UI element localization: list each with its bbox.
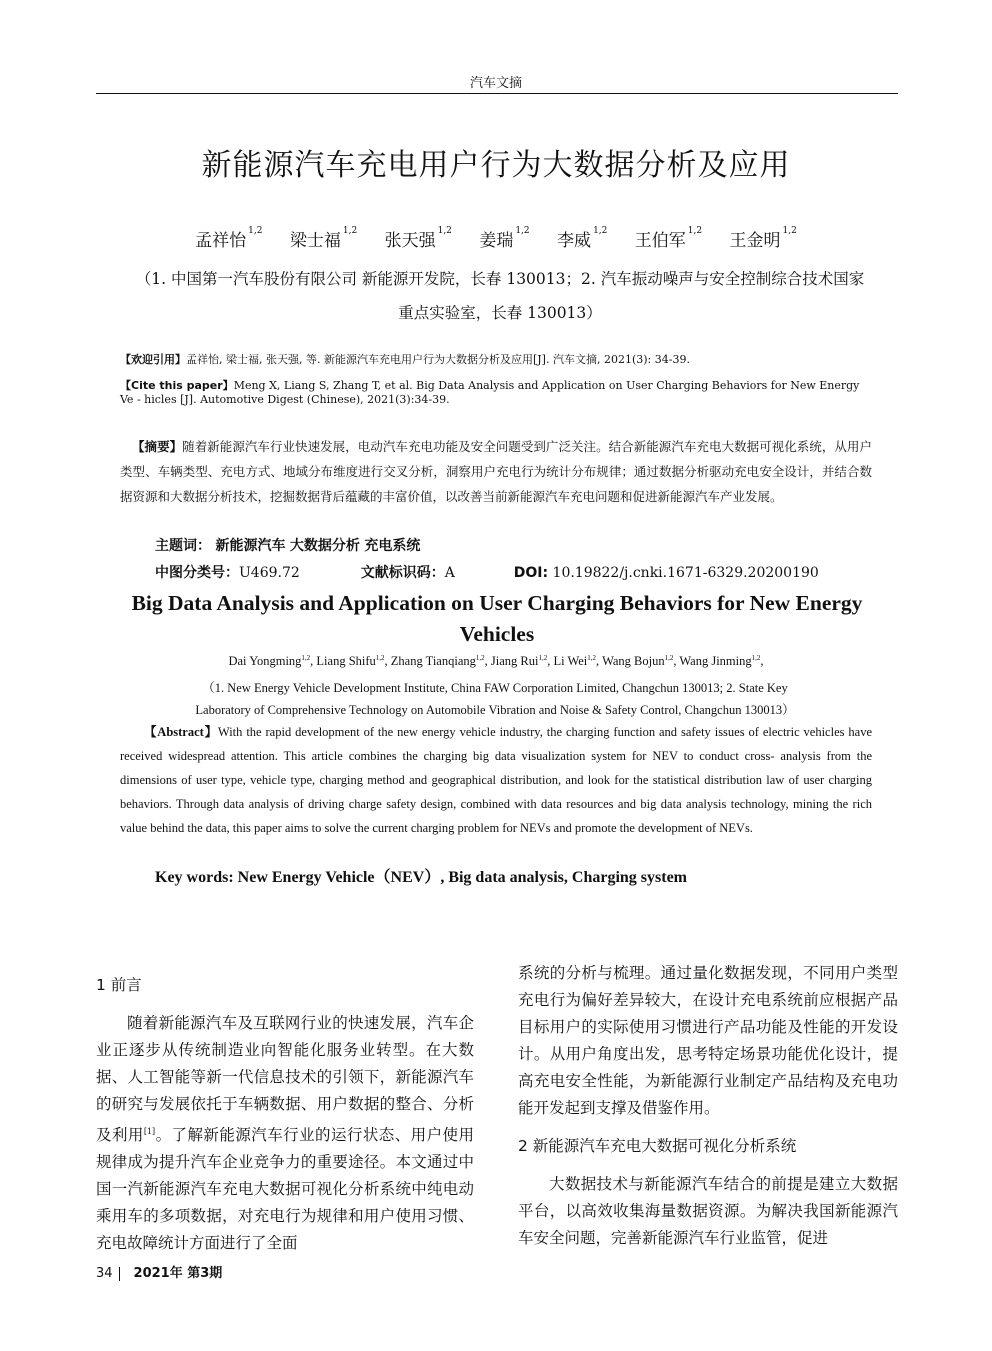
author-cn: 姜瑞 $^{1,2}$ (479, 226, 530, 251)
keyword: 充电系统 (364, 538, 421, 554)
authors-en: Dai Yongming$^{1,2}$, Liang Shifu$^{1,2}$, Zhang Tianqiang$^{1,2}$, Jiang Rui$^{1,2}$, Li Wei$^{1,2}$, Wang Bojun$^{1,2}$, Wang Jinming$^{1,2}$, (228, 654, 764, 668)
abstract-cn-text: 随着新能源汽车行业快速发展，电动汽车充电功能及安全问题受到广泛关注。结合新能源汽车充电大数据可视化系统，从用户类型、车辆类型、充电方式、地域分布维度进行交叉分析，洞察用户充电行为统计分布规律；通过数据分析驱动充电安全设计，并结合数据资源和大数据分析技术，挖掘数据背后蕴藏的丰富价值，以改善当前新能源汽车充电问题和促进新能源汽车产业发展。 (120, 439, 872, 504)
clc-value: U469.72 (239, 565, 300, 581)
title-cn: 新能源汽车充电用户行为大数据分析及应用 (201, 148, 791, 183)
author-en: Wang Bojun$^{1,2}$ (602, 654, 674, 668)
affiliation-en-line1: （1. New Energy Vehicle Development Institute, China FAW Corporation Limited, Changchun 130013; 2. State Key (202, 681, 788, 695)
doc-code-value: A (444, 565, 455, 581)
author-cn: 孟祥怡 $^{1,2}$ (195, 226, 263, 251)
abstract-cn (120, 434, 872, 509)
affiliation-en (110, 677, 880, 721)
citation-cn-label: 【欢迎引用】 (120, 353, 186, 366)
author-en: Dai Yongming$^{1,2}$ (228, 654, 311, 668)
abstract-en (120, 720, 872, 840)
affiliation-cn-line1: （1. 中国第一汽车股份有限公司 新能源开发院，长春 130013；2. 汽车振动噪声与安全控制综合技术国家 (135, 270, 865, 288)
author-en: Zhang Tianqiang$^{1,2}$ (390, 654, 485, 668)
author-cn: 梁士福 $^{1,2}$ (289, 226, 358, 251)
title-en: Big Data Analysis and Application on User Charging Behaviors for New Energy Vehicles (131, 591, 863, 646)
author-en: Jiang Rui$^{1,2}$ (490, 654, 548, 668)
keywords-cn (155, 535, 420, 555)
citation-en (120, 379, 875, 407)
body-column-right (518, 960, 898, 1252)
doc-code-label: 文献标识码： (360, 565, 445, 581)
reference-mark: [1] (143, 1127, 156, 1136)
author-cn: 王伯军 $^{1,2}$ (634, 226, 703, 251)
affiliation-cn-line2: 重点实验室，长春 130013） (398, 304, 602, 322)
citation-en-text: Meng X, Liang S, Zhang T, et al. Big Data Analysis and Application on User Charging Behaviors for New Energy Ve - hicles [J]. Automotive Digest (Chinese), 2021(3):34-39. (120, 379, 860, 406)
author-cn: 张天强 $^{1,2}$ (384, 226, 452, 251)
doi-label: DOI: (513, 565, 549, 581)
keywords-cn-label: 主题词： (155, 538, 211, 554)
classification-row (155, 562, 819, 582)
author-cn: 李威 $^{1,2}$ (557, 226, 608, 251)
affiliation-cn (100, 262, 900, 330)
section-heading: 2 新能源汽车充电大数据可视化分析系统 (518, 1137, 797, 1155)
author-en: Li Wei$^{1,2}$ (553, 654, 597, 668)
body-column-left (96, 972, 474, 1257)
clc-label: 中图分类号： (155, 565, 239, 581)
abstract-en-text: With the rapid development of the new energy vehicle industry, the charging function and safety issues of electric vehicles have received widespread attention. This article combines the charging big data visualization system for NEV to conduct cross- analysis from the dimensions of user type, vehicle type, charging method and geographical distribution, and look for the statistical distribution law of user charging behaviors. Through data analysis of driving charge safety design, combined with data resources and big data analysis technology, mining the rich value behind the data, this paper aims to solve the current charging problem for NEVs and promote the development of NEVs. (120, 725, 873, 835)
keywords-en: Key words: New Energy Vehicle（NEV）, Big data analysis, Charging system (155, 869, 688, 886)
citation-cn-text: 孟祥怡, 梁士福, 张天强, 等. 新能源汽车充电用户行为大数据分析及应用[J]. 汽车文摘, 2021(3): 34-39. (186, 353, 690, 366)
affiliation-en-line2: Laboratory of Comprehensive Technology on Automobile Vibration and Noise & Safety Control, Changchun 130013） (195, 703, 795, 717)
abstract-cn-label: 【摘要】 (132, 439, 183, 454)
issue-label: 2021年 第3期 (133, 1266, 223, 1281)
paragraph: 随着新能源汽车及互联网行业的快速发展，汽车企业正逐步从传统制造业向智能化服务业转型。在大数据、人工智能等新一代信息技术的引领下，新能源汽车的研究与发展依托于车辆数据、用户数据的整合、分析及利用[1]。了解新能源汽车行业的运行状态、用户使用规律成为提升汽车企业竞争力的重要途径。本文通过中国一汽新能源汽车充电大数据可视化分析系统中纯电动乘用车的多项数据，对充电行为规律和用户使用习惯、充电故障统计方面进行了全面 (96, 1014, 474, 1253)
citation-en-label: 【Cite this paper】 (120, 379, 234, 392)
paragraph: 系统的分析与梳理。通过量化数据发现，不同用户类型充电行为偏好差异较大，在设计充电系统前应根据产品目标用户的实际使用习惯进行产品功能及性能的开发设计。从用户角度出发，思考特定场景功能优化设计，提高充电安全性能，为新能源行业制定产品结构及充电功能开发起到支撑及借鉴作用。 (518, 964, 898, 1117)
paragraph: 大数据技术与新能源汽车结合的前提是建立大数据平台，以高效收集海量数据资源。为解决我国新能源汽车安全问题，完善新能源汽车行业监管，促进 (518, 1175, 898, 1247)
page-number: 34 (96, 1266, 113, 1281)
citation-cn (120, 353, 875, 367)
page-footer (96, 1262, 222, 1281)
author-cn: 王金明 $^{1,2}$ (729, 226, 797, 251)
keyword: 大数据分析 (289, 538, 360, 554)
authors-cn (0, 226, 992, 251)
author-en: Wang Jinming$^{1,2}$ (679, 654, 761, 668)
footer-divider (119, 1267, 120, 1281)
doi-value: 10.19822/j.cnki.1671-6329.20200190 (552, 565, 819, 581)
author-en: Liang Shifu$^{1,2}$ (316, 654, 385, 668)
abstract-en-label: 【Abstract】 (144, 725, 218, 739)
keyword: 新能源汽车 (215, 538, 286, 554)
header-rule (96, 93, 898, 94)
journal-header: 汽车文摘 (469, 76, 522, 91)
section-heading: 1 前言 (96, 976, 142, 994)
